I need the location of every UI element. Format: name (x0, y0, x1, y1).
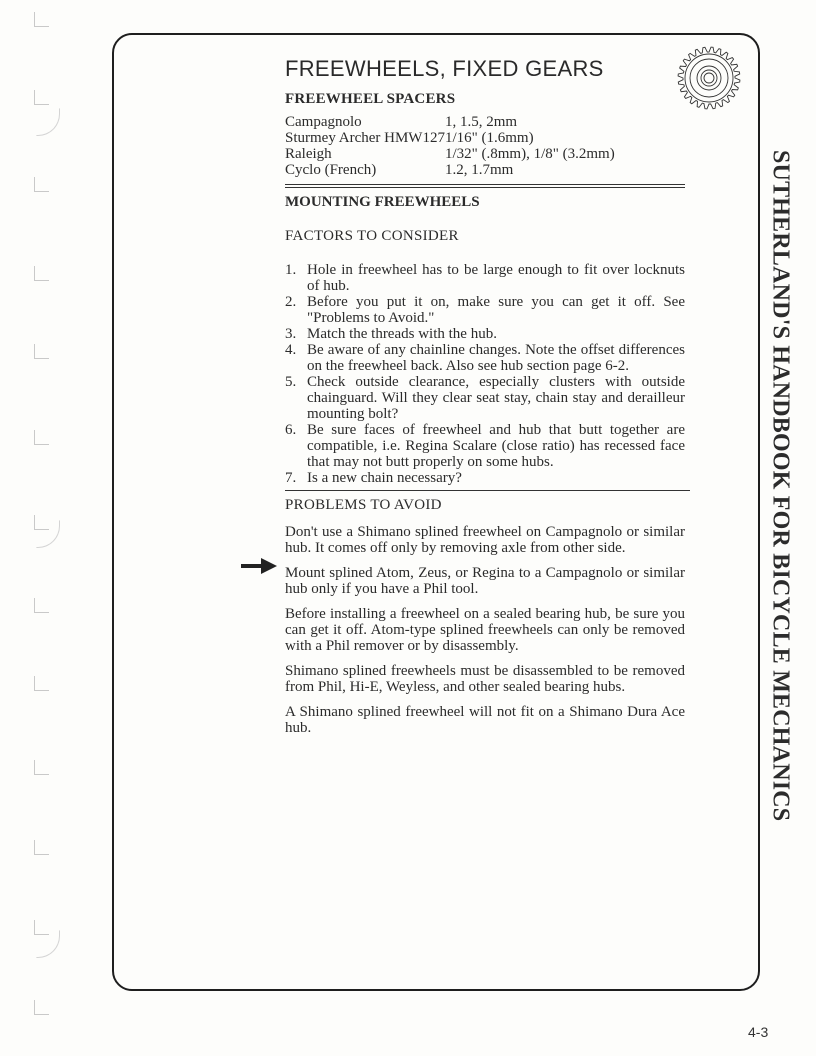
list-item (285, 374, 685, 422)
binder-margin (12, 0, 52, 1056)
problems-heading: PROBLEMS TO AVOID (285, 497, 442, 513)
item-text: Is a new chain necessary? (307, 470, 462, 486)
spacer-brand: Campagnolo (285, 114, 362, 130)
binder-mark (34, 344, 49, 359)
side-title (752, 150, 808, 822)
list-item (285, 262, 685, 294)
arrow-right-icon (239, 558, 279, 574)
spacer-brand: Raleigh (285, 146, 332, 162)
item-number: 4. (285, 342, 297, 358)
binder-ring-mark (36, 930, 60, 958)
item-number: 1. (285, 262, 297, 278)
item-number: 2. (285, 294, 297, 310)
spacer-size: 1.2, 1.7mm (444, 162, 514, 178)
item-number: 7. (285, 470, 297, 486)
item-text: Be sure faces of freewheel and hub that butt together are compatible, i.e. Regina Scalare (close ratio) has recessed face that may not butt properly on some hubs. (307, 422, 685, 470)
list-item (285, 342, 685, 374)
item-text: Before you put it on, make sure you can get it off. See "Problems to Avoid." (307, 294, 685, 326)
side-title-text: SUTHERLAND'S HANDBOOK FOR BICYCLE MECHANICS (767, 150, 794, 822)
page-title: FREEWHEELS, FIXED GEARS (285, 56, 604, 81)
list-item (285, 422, 685, 470)
factors-list (285, 262, 685, 486)
problem-paragraph: Before installing a freewheel on a sealed bearing hub, be sure you can get it off. Atom-type splined freewheels can only be removed with a Phil remover or by disassembly. (285, 606, 685, 654)
binder-mark (34, 760, 49, 775)
item-text: Match the threads with the hub. (307, 326, 497, 342)
freewheel-cog-icon (676, 45, 742, 111)
problem-paragraph: Shimano splined freewheels must be disassembled to be removed from Phil, Hi-E, Weyless, and other sealed bearing hubs. (285, 663, 685, 695)
item-text: Check outside clearance, especially clusters with outside chainguard. Will they clear seat stay, chain stay and derailleur mounting bolt? (307, 374, 685, 422)
table-row (285, 162, 615, 178)
section-divider (285, 490, 690, 491)
list-item (285, 294, 685, 326)
item-text: Hole in freewheel has to be large enough to fit over locknuts of hub. (307, 262, 685, 294)
spacer-size: 1, 1.5, 2mm (444, 114, 518, 130)
item-number: 5. (285, 374, 297, 390)
binder-mark (34, 676, 49, 691)
problem-paragraph: Don't use a Shimano splined freewheel on Campagnolo or similar hub. It comes off only by removing axle from other side. (285, 524, 685, 556)
list-item (285, 326, 685, 342)
spacer-brand: Cyclo (French) (285, 162, 377, 178)
section-divider (285, 184, 685, 188)
binder-mark (34, 266, 49, 281)
problem-paragraph: A Shimano splined freewheel will not fit on a Shimano Dura Ace hub. (285, 704, 685, 736)
spacers-table (285, 114, 615, 178)
spacers-heading: FREEWHEEL SPACERS (285, 91, 456, 107)
item-number: 6. (285, 422, 297, 438)
binder-mark (34, 12, 49, 27)
binder-mark (34, 430, 49, 445)
binder-mark (34, 90, 49, 105)
main-content (285, 55, 685, 736)
binder-ring-mark (36, 108, 60, 136)
spacer-size: 1/16" (1.6mm) (444, 130, 534, 146)
table-row (285, 130, 615, 146)
table-row (285, 146, 615, 162)
binder-mark (34, 1000, 49, 1015)
mounting-heading: MOUNTING FREEWHEELS (285, 194, 480, 210)
binder-mark (34, 598, 49, 613)
binder-mark (34, 177, 49, 192)
list-item (285, 470, 685, 486)
table-row (285, 114, 615, 130)
spacer-size: 1/32" (.8mm), 1/8" (3.2mm) (444, 146, 615, 162)
item-text: Be aware of any chainline changes. Note the offset differences on the freewheel back. Also see hub section page 6-2. (307, 342, 685, 374)
page-number: 4-3 (748, 1024, 769, 1040)
problem-paragraph: Mount splined Atom, Zeus, or Regina to a Campagnolo or similar hub only if you have a Phil tool. (285, 565, 685, 597)
binder-ring-mark (36, 520, 60, 548)
factors-heading: FACTORS TO CONSIDER (285, 228, 459, 244)
item-number: 3. (285, 326, 297, 342)
spacer-brand: Sturmey Archer HMW127 (285, 130, 445, 146)
binder-mark (34, 840, 49, 855)
